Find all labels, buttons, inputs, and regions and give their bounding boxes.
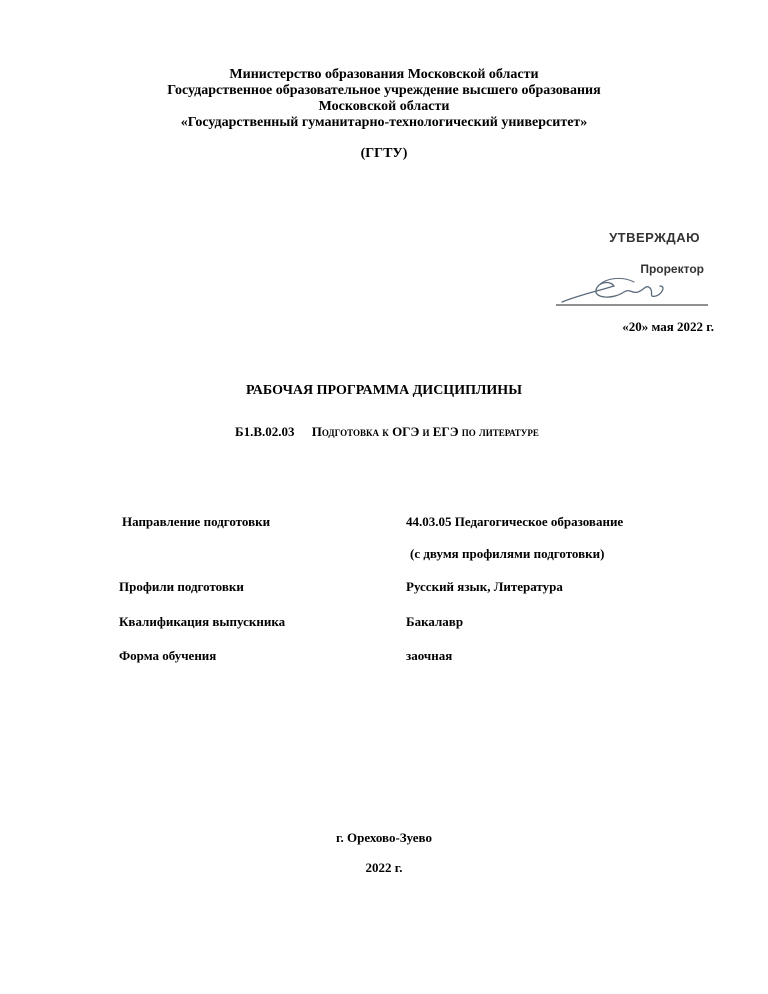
approval-date: «20» мая 2022 г. (622, 319, 714, 334)
region-line: Московской области (318, 99, 450, 114)
profiles-label: Профили подготовки (119, 579, 244, 594)
qualification-value: Бакалавр (406, 614, 464, 629)
profiles-value: Русский язык, Литература (406, 579, 563, 594)
program-title: РАБОЧАЯ ПРОГРАММА ДИСЦИПЛИНЫ (246, 383, 522, 398)
discipline-name: Подготовка к ОГЭ и ЕГЭ по литературе (311, 424, 539, 439)
approver-role: Проректор (640, 262, 704, 276)
university-name-line: «Государственный гуманитарно-технологический университет» (180, 115, 588, 130)
direction-value-note: (с двумя профилями подготовки) (410, 546, 605, 561)
direction-label: Направление подготовки (122, 514, 271, 529)
approval-title: УТВЕРЖДАЮ (609, 230, 700, 245)
year: 2022 г. (365, 860, 403, 875)
study-form-value: заочная (406, 648, 453, 663)
institution-type-line: Государственное образовательное учреждение высшего образования (167, 83, 601, 98)
city: г. Орехово-Зуево (336, 830, 432, 845)
ministry-line: Министерство образования Московской области (229, 67, 539, 82)
qualification-label: Квалификация выпускника (119, 614, 286, 629)
discipline-code: Б1.В.02.03 (235, 424, 295, 439)
university-abbreviation: (ГГТУ) (360, 146, 408, 161)
study-form-label: Форма обучения (119, 648, 217, 663)
direction-value: 44.03.05 Педагогическое образование (406, 514, 624, 529)
